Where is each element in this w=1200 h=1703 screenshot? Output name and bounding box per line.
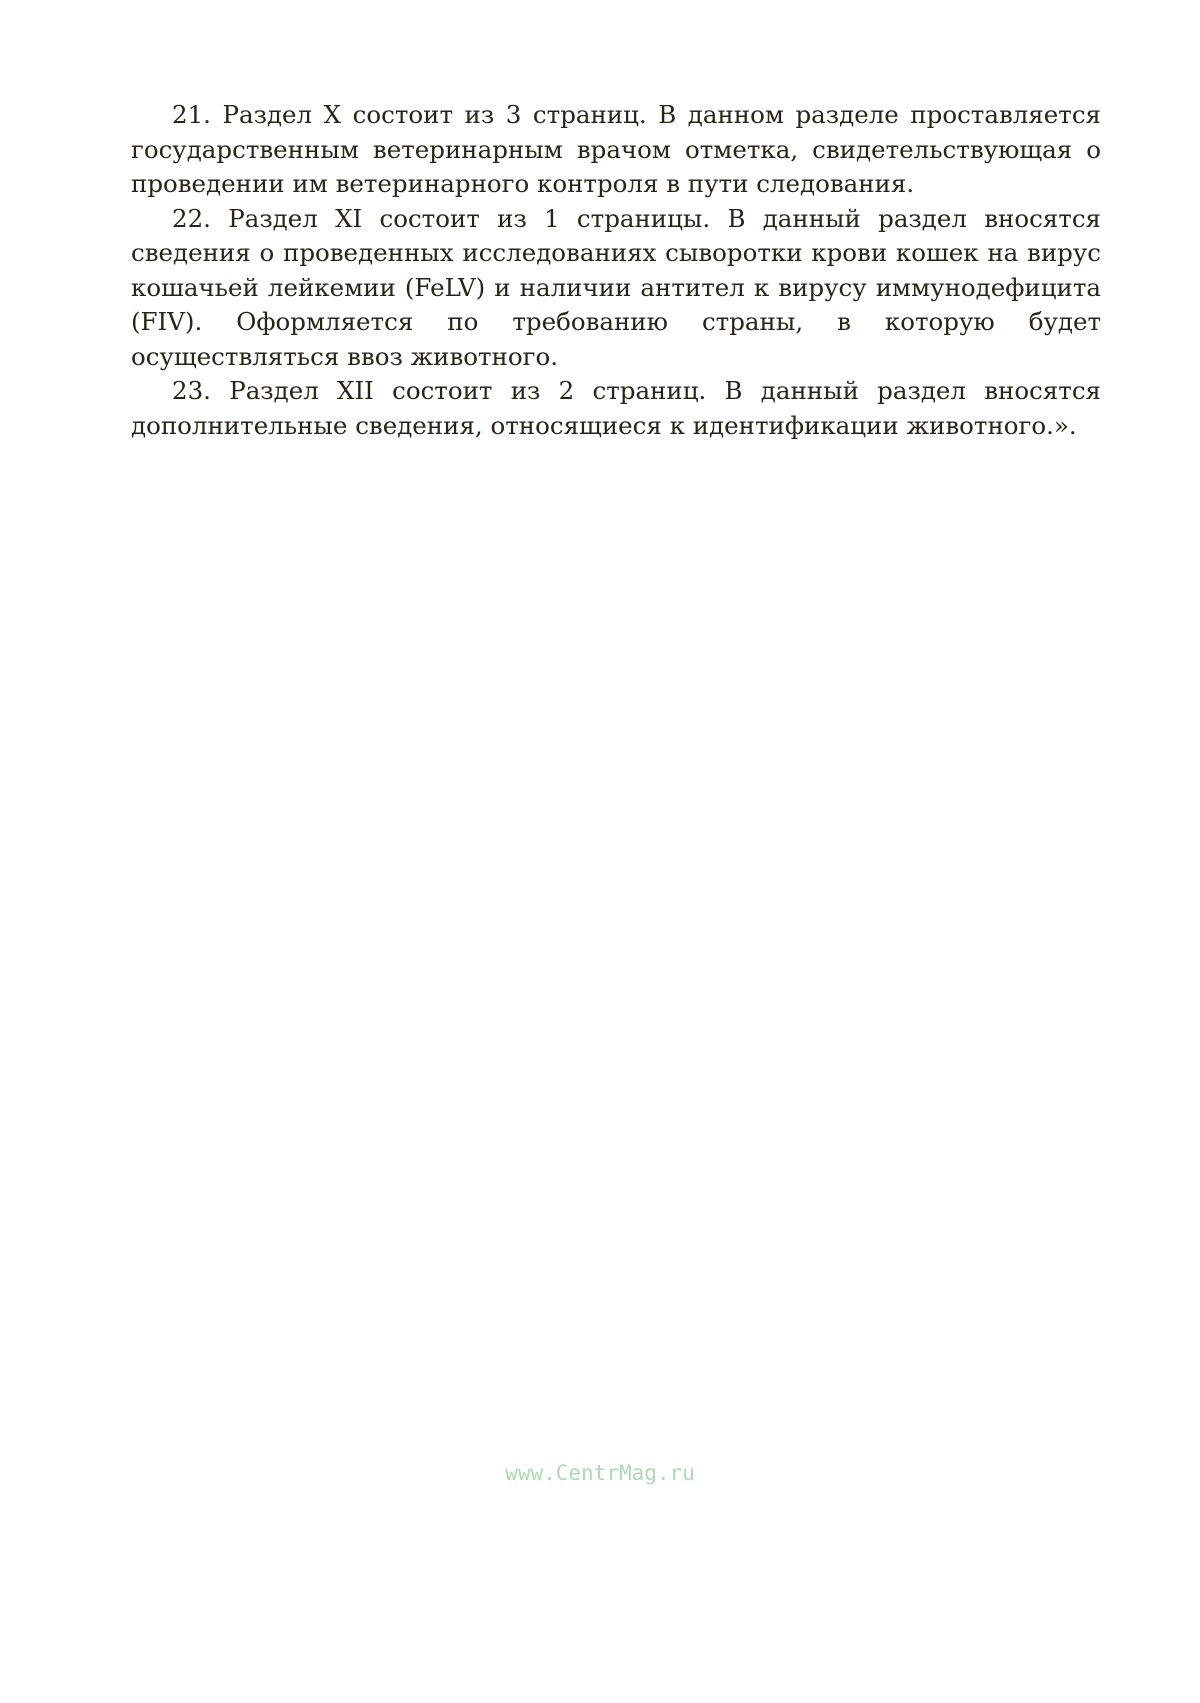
- watermark-url: www.CentrMag.ru: [505, 1461, 695, 1485]
- paragraph-22: 22. Раздел XI состоит из 1 страницы. В данный раздел вносятся сведения о проведенных исследованиях сыворотки крови кошек на вирус кошачьей лейкемии (FeLV) и наличии антител к вирусу иммунодефицита (FIV). Оформляется по требованию страны, в которую будет осуществляться ввоз животного.: [131, 203, 1101, 371]
- paragraph-23: 23. Раздел XII состоит из 2 страниц. В данный раздел вносятся дополнительные сведения, относящиеся к идентификации животного.».: [131, 376, 1101, 440]
- document-body: [131, 98, 1101, 443]
- paragraph-21: 21. Раздел X состоит из 3 страниц. В данном разделе проставляется государственным ветеринарным врачом отметка, свидетельствующая о проведении им ветеринарного контроля в пути следования.: [131, 100, 1101, 198]
